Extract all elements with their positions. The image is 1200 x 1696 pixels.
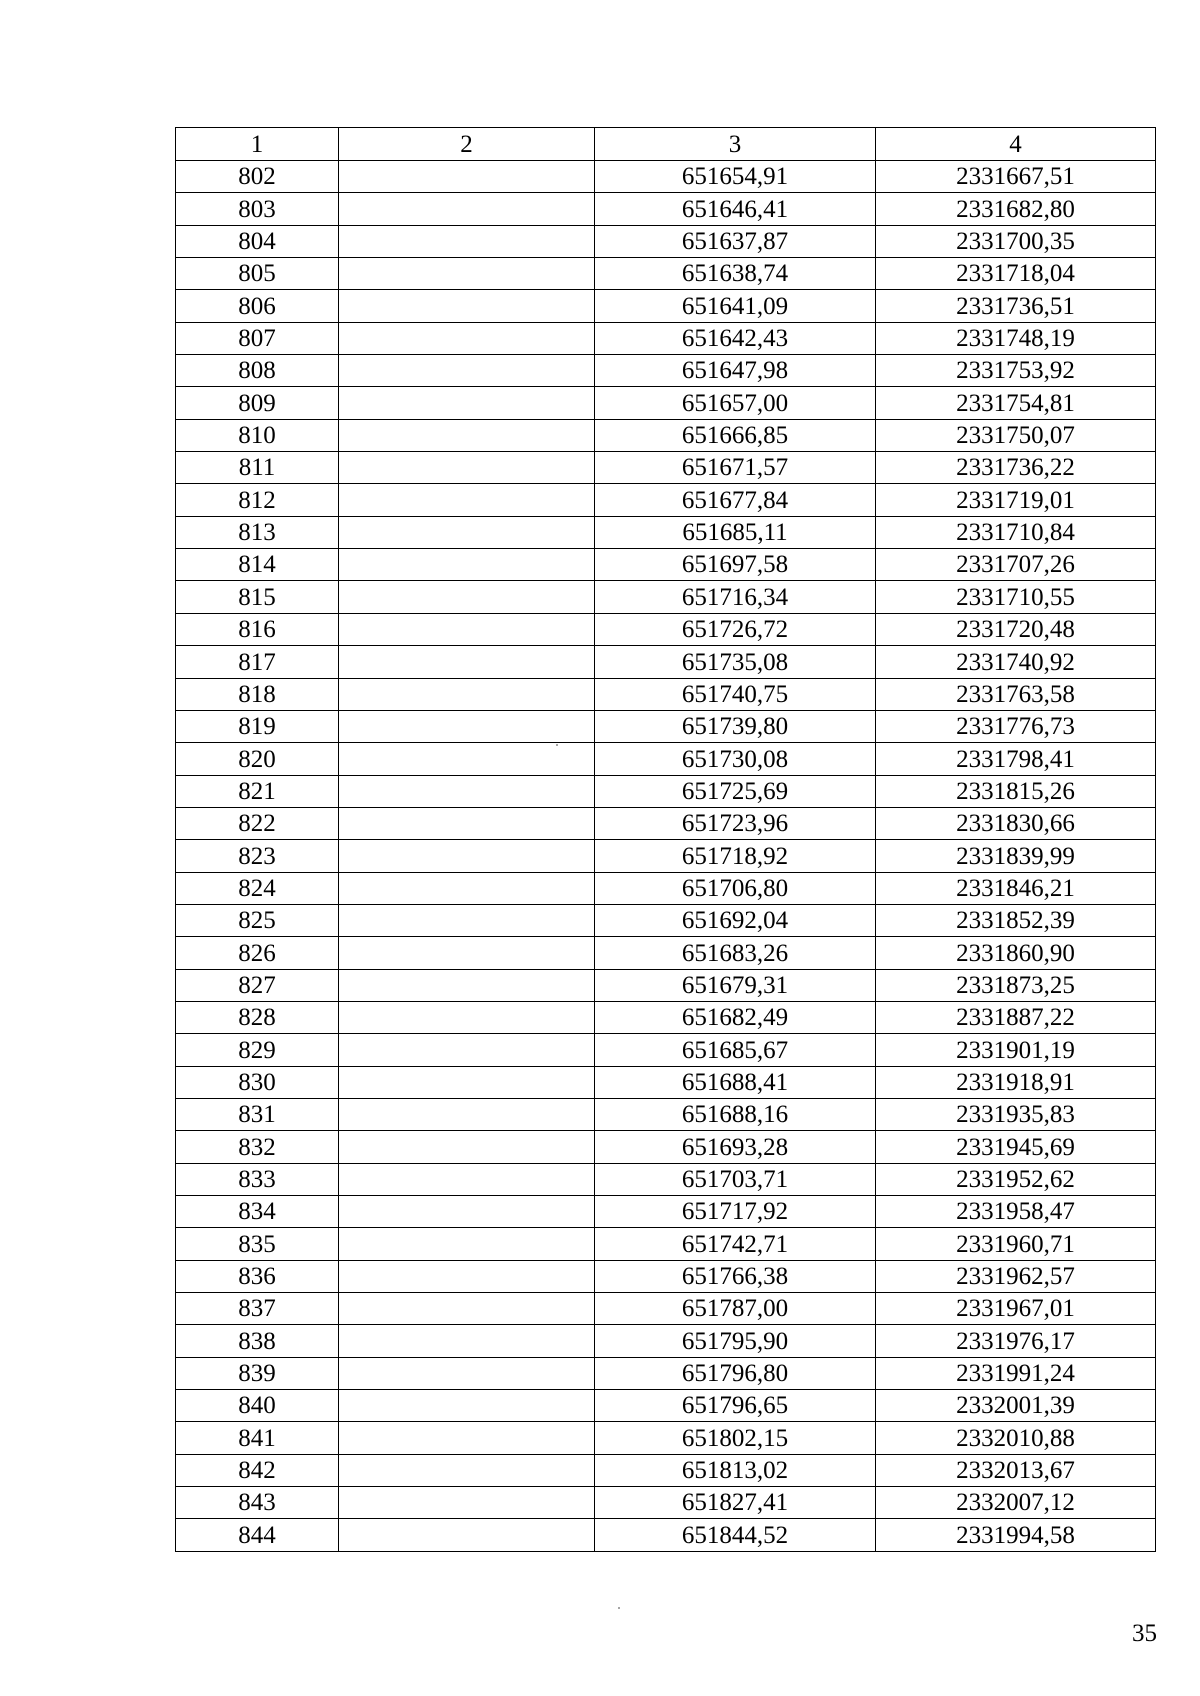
x-coordinate-cell: 651692,04	[595, 904, 876, 936]
y-coordinate-cell: 2331750,07	[876, 419, 1156, 451]
y-coordinate-cell: 2331815,26	[876, 775, 1156, 807]
point-number-cell: 831	[176, 1098, 339, 1130]
y-coordinate-cell: 2332001,39	[876, 1390, 1156, 1422]
y-coordinate-cell: 2331860,90	[876, 937, 1156, 969]
x-coordinate-cell: 651682,49	[595, 1001, 876, 1033]
y-coordinate-cell: 2331776,73	[876, 710, 1156, 742]
table-row	[176, 807, 1156, 839]
table-row	[176, 1131, 1156, 1163]
table-row	[176, 387, 1156, 419]
empty-cell	[339, 1422, 595, 1454]
y-coordinate-cell: 2331682,80	[876, 193, 1156, 225]
empty-cell	[339, 1034, 595, 1066]
x-coordinate-cell: 651642,43	[595, 322, 876, 354]
point-number-cell: 836	[176, 1260, 339, 1292]
x-coordinate-cell: 651827,41	[595, 1487, 876, 1519]
empty-cell	[339, 1487, 595, 1519]
x-coordinate-cell: 651725,69	[595, 775, 876, 807]
x-coordinate-cell: 651716,34	[595, 581, 876, 613]
table-header-row	[176, 128, 1156, 161]
empty-cell	[339, 872, 595, 904]
table-row	[176, 1519, 1156, 1551]
x-coordinate-cell: 651739,80	[595, 710, 876, 742]
table-row	[176, 484, 1156, 516]
empty-cell	[339, 646, 595, 678]
table-row	[176, 1228, 1156, 1260]
table-row	[176, 1066, 1156, 1098]
y-coordinate-cell: 2331873,25	[876, 969, 1156, 1001]
x-coordinate-cell: 651742,71	[595, 1228, 876, 1260]
y-coordinate-cell: 2331748,19	[876, 322, 1156, 354]
point-number-cell: 813	[176, 516, 339, 548]
empty-cell	[339, 969, 595, 1001]
table-row	[176, 549, 1156, 581]
table-row	[176, 904, 1156, 936]
empty-cell	[339, 225, 595, 257]
x-coordinate-cell: 651666,85	[595, 419, 876, 451]
table-body	[176, 161, 1156, 1552]
x-coordinate-cell: 651685,67	[595, 1034, 876, 1066]
point-number-cell: 842	[176, 1454, 339, 1486]
table-row	[176, 581, 1156, 613]
point-number-cell: 835	[176, 1228, 339, 1260]
table-row	[176, 1422, 1156, 1454]
x-coordinate-cell: 651688,16	[595, 1098, 876, 1130]
y-coordinate-cell: 2332010,88	[876, 1422, 1156, 1454]
x-coordinate-cell: 651641,09	[595, 290, 876, 322]
y-coordinate-cell: 2331901,19	[876, 1034, 1156, 1066]
y-coordinate-cell: 2331852,39	[876, 904, 1156, 936]
point-number-cell: 833	[176, 1163, 339, 1195]
y-coordinate-cell: 2331962,57	[876, 1260, 1156, 1292]
y-coordinate-cell: 2331700,35	[876, 225, 1156, 257]
y-coordinate-cell: 2331945,69	[876, 1131, 1156, 1163]
point-number-cell: 841	[176, 1422, 339, 1454]
y-coordinate-cell: 2331935,83	[876, 1098, 1156, 1130]
point-number-cell: 827	[176, 969, 339, 1001]
table-row	[176, 613, 1156, 645]
table-row	[176, 840, 1156, 872]
point-number-cell: 843	[176, 1487, 339, 1519]
y-coordinate-cell: 2331710,55	[876, 581, 1156, 613]
y-coordinate-cell: 2331736,22	[876, 452, 1156, 484]
y-coordinate-cell: 2331667,51	[876, 161, 1156, 193]
point-number-cell: 840	[176, 1390, 339, 1422]
y-coordinate-cell: 2332007,12	[876, 1487, 1156, 1519]
empty-cell	[339, 1325, 595, 1357]
table-row	[176, 1001, 1156, 1033]
point-number-cell: 818	[176, 678, 339, 710]
x-coordinate-cell: 651677,84	[595, 484, 876, 516]
y-coordinate-cell: 2331830,66	[876, 807, 1156, 839]
table-row	[176, 872, 1156, 904]
point-number-cell: 806	[176, 290, 339, 322]
point-number-cell: 805	[176, 258, 339, 290]
x-coordinate-cell: 651671,57	[595, 452, 876, 484]
x-coordinate-cell: 651697,58	[595, 549, 876, 581]
x-coordinate-cell: 651723,96	[595, 807, 876, 839]
point-number-cell: 824	[176, 872, 339, 904]
table-row	[176, 1325, 1156, 1357]
y-coordinate-cell: 2331736,51	[876, 290, 1156, 322]
point-number-cell: 825	[176, 904, 339, 936]
empty-cell	[339, 161, 595, 193]
table-row	[176, 937, 1156, 969]
x-coordinate-cell: 651637,87	[595, 225, 876, 257]
table-row	[176, 452, 1156, 484]
x-coordinate-cell: 651726,72	[595, 613, 876, 645]
table-row	[176, 743, 1156, 775]
empty-cell	[339, 258, 595, 290]
y-coordinate-cell: 2331958,47	[876, 1196, 1156, 1228]
empty-cell	[339, 355, 595, 387]
y-coordinate-cell: 2331887,22	[876, 1001, 1156, 1033]
y-coordinate-cell: 2331839,99	[876, 840, 1156, 872]
point-number-cell: 826	[176, 937, 339, 969]
table-row	[176, 1454, 1156, 1486]
point-number-cell: 830	[176, 1066, 339, 1098]
table-row	[176, 290, 1156, 322]
point-number-cell: 828	[176, 1001, 339, 1033]
table-row	[176, 193, 1156, 225]
y-coordinate-cell: 2331952,62	[876, 1163, 1156, 1195]
x-coordinate-cell: 651730,08	[595, 743, 876, 775]
empty-cell	[339, 581, 595, 613]
table-row	[176, 1163, 1156, 1195]
y-coordinate-cell: 2331740,92	[876, 646, 1156, 678]
empty-cell	[339, 516, 595, 548]
empty-cell	[339, 1519, 595, 1551]
scan-speck	[556, 744, 558, 746]
y-coordinate-cell: 2332013,67	[876, 1454, 1156, 1486]
column-header: 3	[595, 128, 876, 161]
x-coordinate-cell: 651638,74	[595, 258, 876, 290]
y-coordinate-cell: 2331846,21	[876, 872, 1156, 904]
point-number-cell: 810	[176, 419, 339, 451]
empty-cell	[339, 1260, 595, 1292]
y-coordinate-cell: 2331754,81	[876, 387, 1156, 419]
point-number-cell: 807	[176, 322, 339, 354]
table-row	[176, 678, 1156, 710]
x-coordinate-cell: 651796,80	[595, 1357, 876, 1389]
table-row	[176, 225, 1156, 257]
point-number-cell: 802	[176, 161, 339, 193]
empty-cell	[339, 1066, 595, 1098]
empty-cell	[339, 419, 595, 451]
empty-cell	[339, 387, 595, 419]
table-row	[176, 775, 1156, 807]
empty-cell	[339, 904, 595, 936]
column-header: 4	[876, 128, 1156, 161]
point-number-cell: 822	[176, 807, 339, 839]
point-number-cell: 809	[176, 387, 339, 419]
y-coordinate-cell: 2331710,84	[876, 516, 1156, 548]
y-coordinate-cell: 2331994,58	[876, 1519, 1156, 1551]
y-coordinate-cell: 2331798,41	[876, 743, 1156, 775]
table-row	[176, 646, 1156, 678]
y-coordinate-cell: 2331753,92	[876, 355, 1156, 387]
point-number-cell: 829	[176, 1034, 339, 1066]
table-row	[176, 419, 1156, 451]
x-coordinate-cell: 651693,28	[595, 1131, 876, 1163]
empty-cell	[339, 1098, 595, 1130]
x-coordinate-cell: 651683,26	[595, 937, 876, 969]
x-coordinate-cell: 651718,92	[595, 840, 876, 872]
point-number-cell: 816	[176, 613, 339, 645]
empty-cell	[339, 743, 595, 775]
point-number-cell: 839	[176, 1357, 339, 1389]
empty-cell	[339, 193, 595, 225]
y-coordinate-cell: 2331976,17	[876, 1325, 1156, 1357]
coordinates-table	[175, 127, 1156, 1552]
point-number-cell: 814	[176, 549, 339, 581]
table-row	[176, 1034, 1156, 1066]
y-coordinate-cell: 2331967,01	[876, 1293, 1156, 1325]
empty-cell	[339, 290, 595, 322]
table-row	[176, 161, 1156, 193]
table-row	[176, 355, 1156, 387]
empty-cell	[339, 549, 595, 581]
x-coordinate-cell: 651796,65	[595, 1390, 876, 1422]
x-coordinate-cell: 651766,38	[595, 1260, 876, 1292]
table-row	[176, 1487, 1156, 1519]
y-coordinate-cell: 2331707,26	[876, 549, 1156, 581]
column-header: 1	[176, 128, 339, 161]
y-coordinate-cell: 2331718,04	[876, 258, 1156, 290]
y-coordinate-cell: 2331960,71	[876, 1228, 1156, 1260]
point-number-cell: 821	[176, 775, 339, 807]
point-number-cell: 804	[176, 225, 339, 257]
table-row	[176, 969, 1156, 1001]
table-row	[176, 258, 1156, 290]
point-number-cell: 803	[176, 193, 339, 225]
x-coordinate-cell: 651703,71	[595, 1163, 876, 1195]
table-row	[176, 516, 1156, 548]
table-row	[176, 1196, 1156, 1228]
table-row	[176, 1260, 1156, 1292]
point-number-cell: 832	[176, 1131, 339, 1163]
x-coordinate-cell: 651802,15	[595, 1422, 876, 1454]
x-coordinate-cell: 651688,41	[595, 1066, 876, 1098]
page-number: 35	[1132, 1620, 1157, 1647]
empty-cell	[339, 840, 595, 872]
point-number-cell: 838	[176, 1325, 339, 1357]
point-number-cell: 837	[176, 1293, 339, 1325]
empty-cell	[339, 1390, 595, 1422]
x-coordinate-cell: 651654,91	[595, 161, 876, 193]
empty-cell	[339, 1163, 595, 1195]
point-number-cell: 811	[176, 452, 339, 484]
empty-cell	[339, 484, 595, 516]
empty-cell	[339, 1293, 595, 1325]
empty-cell	[339, 1454, 595, 1486]
x-coordinate-cell: 651844,52	[595, 1519, 876, 1551]
point-number-cell: 815	[176, 581, 339, 613]
table-row	[176, 710, 1156, 742]
point-number-cell: 817	[176, 646, 339, 678]
point-number-cell: 820	[176, 743, 339, 775]
x-coordinate-cell: 651657,00	[595, 387, 876, 419]
empty-cell	[339, 678, 595, 710]
x-coordinate-cell: 651735,08	[595, 646, 876, 678]
empty-cell	[339, 452, 595, 484]
y-coordinate-cell: 2331719,01	[876, 484, 1156, 516]
x-coordinate-cell: 651813,02	[595, 1454, 876, 1486]
empty-cell	[339, 1357, 595, 1389]
table-row	[176, 1390, 1156, 1422]
empty-cell	[339, 1228, 595, 1260]
point-number-cell: 834	[176, 1196, 339, 1228]
y-coordinate-cell: 2331763,58	[876, 678, 1156, 710]
empty-cell	[339, 1196, 595, 1228]
table-row	[176, 1357, 1156, 1389]
x-coordinate-cell: 651717,92	[595, 1196, 876, 1228]
empty-cell	[339, 807, 595, 839]
table-row	[176, 322, 1156, 354]
empty-cell	[339, 1131, 595, 1163]
y-coordinate-cell: 2331991,24	[876, 1357, 1156, 1389]
scan-speck	[618, 1607, 620, 1609]
x-coordinate-cell: 651679,31	[595, 969, 876, 1001]
empty-cell	[339, 322, 595, 354]
x-coordinate-cell: 651787,00	[595, 1293, 876, 1325]
table-row	[176, 1098, 1156, 1130]
y-coordinate-cell: 2331720,48	[876, 613, 1156, 645]
x-coordinate-cell: 651646,41	[595, 193, 876, 225]
x-coordinate-cell: 651706,80	[595, 872, 876, 904]
x-coordinate-cell: 651685,11	[595, 516, 876, 548]
point-number-cell: 812	[176, 484, 339, 516]
empty-cell	[339, 613, 595, 645]
empty-cell	[339, 1001, 595, 1033]
point-number-cell: 808	[176, 355, 339, 387]
empty-cell	[339, 710, 595, 742]
empty-cell	[339, 775, 595, 807]
table-row	[176, 1293, 1156, 1325]
empty-cell	[339, 937, 595, 969]
point-number-cell: 819	[176, 710, 339, 742]
x-coordinate-cell: 651795,90	[595, 1325, 876, 1357]
x-coordinate-cell: 651647,98	[595, 355, 876, 387]
point-number-cell: 844	[176, 1519, 339, 1551]
column-header: 2	[339, 128, 595, 161]
x-coordinate-cell: 651740,75	[595, 678, 876, 710]
point-number-cell: 823	[176, 840, 339, 872]
y-coordinate-cell: 2331918,91	[876, 1066, 1156, 1098]
